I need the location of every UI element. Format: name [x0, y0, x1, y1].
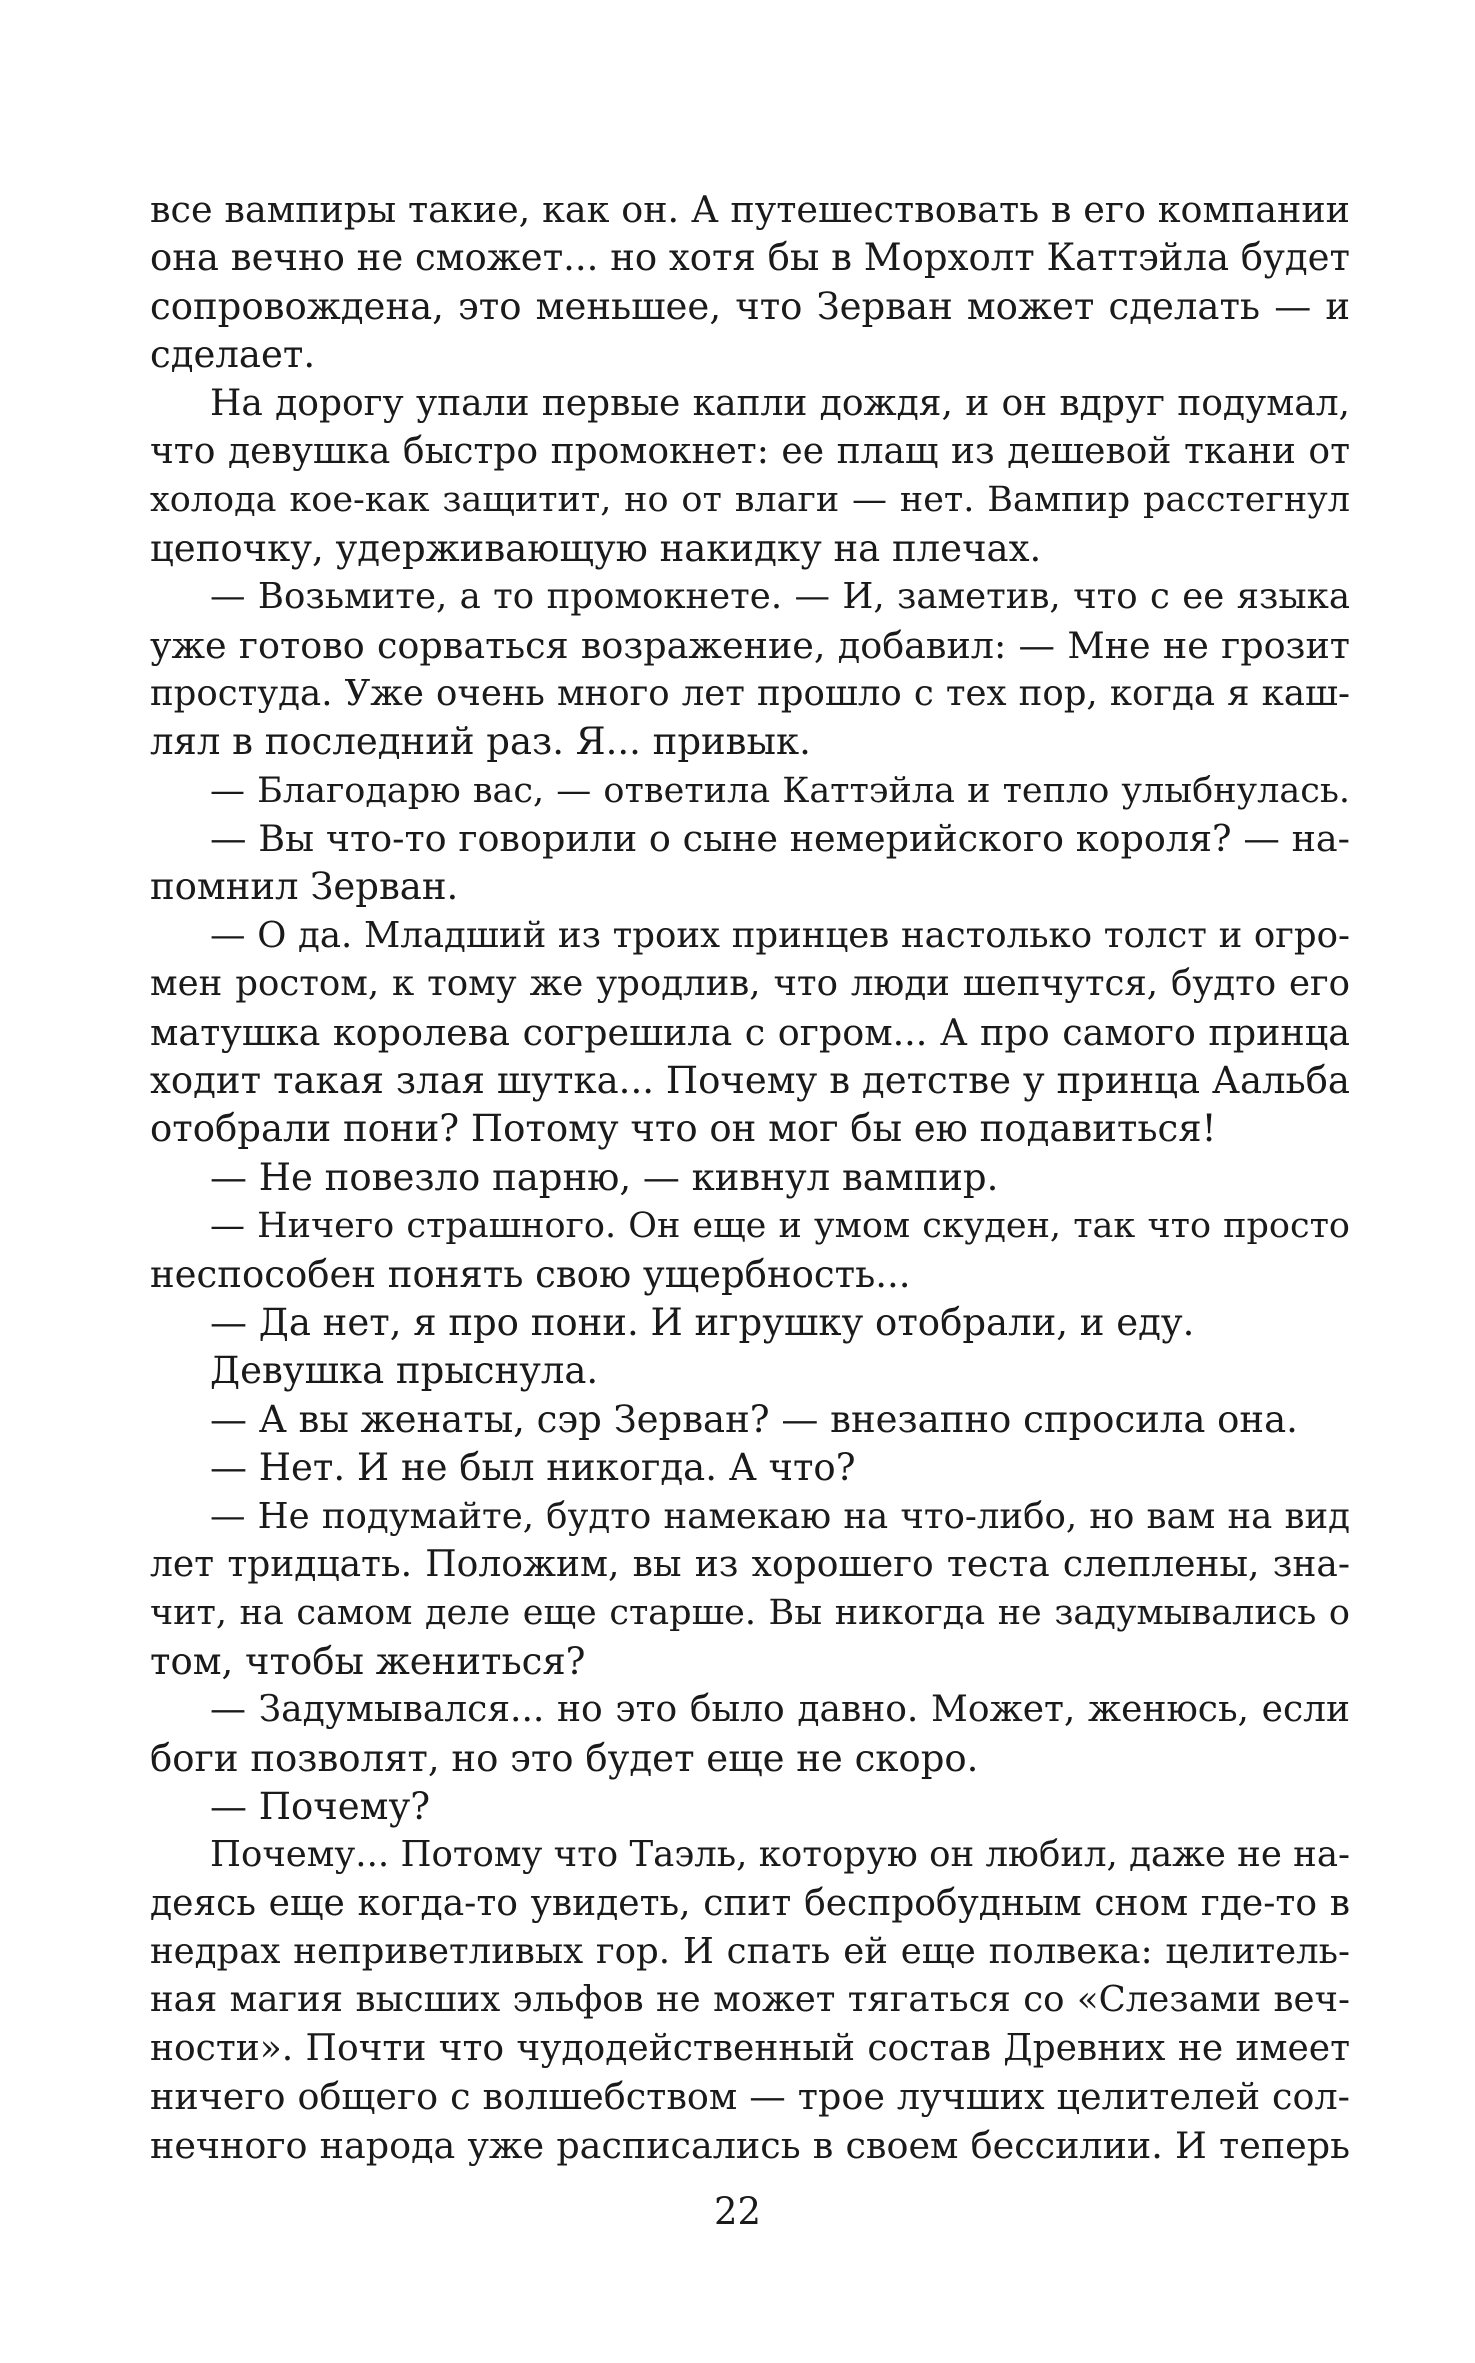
text-line: ходит такая злая шутка... Почему в детстве у принца Аальба	[150, 1059, 1350, 1103]
text-line: недрах неприветливых гор. И спать ей еще полвека: целитель-	[150, 1931, 1350, 1973]
body-text	[150, 186, 1350, 2170]
text-line: ная магия высших эльфов не может тягаться со «Слезами веч-	[150, 1979, 1350, 2021]
text-line: — Не повезло парню, — кивнул вампир.	[210, 1155, 999, 1199]
text-line: — Почему?	[210, 1784, 431, 1828]
text-line: чит, на самом деле еще старше. Вы никогда не задумывались о	[150, 1593, 1350, 1634]
text-line: отобрали пони? Потому что он мог бы ею подавиться!	[150, 1107, 1217, 1151]
text-line: — Задумывался... но это было давно. Может, женюсь, если	[210, 1689, 1350, 1731]
text-line: Девушка прыснула.	[210, 1349, 599, 1393]
text-line: — Вы что-то говорили о сыне немерийского короля? — на-	[210, 817, 1350, 861]
text-line: Почему... Потому что Таэль, которую он любил, даже не на-	[210, 1834, 1350, 1876]
text-line: все вампиры такие, как он. А путешествовать в его компании	[150, 188, 1350, 231]
text-line: — О да. Младший из троих принцев настолько толст и огро-	[210, 914, 1350, 956]
text-line: — Возьмите, а то промокнете. — И, заметив, что с ее языка	[210, 576, 1350, 618]
text-line: сопровождена, это меньшее, что Зерван может сделать — и	[150, 284, 1350, 328]
text-line: помнил Зерван.	[150, 865, 459, 909]
text-line: холода кое-как защитит, но от влаги — нет. Вампир расстегнул	[150, 480, 1350, 521]
text-line: На дорогу упали первые капли дождя, и он вдруг подумал,	[210, 382, 1350, 424]
text-line: неспособен понять свою ущербность...	[150, 1252, 911, 1296]
text-line: деясь еще когда-то увидеть, спит беспробудным сном где-то в	[150, 1882, 1350, 1924]
text-line: цепочку, удерживающую накидку на плечах.	[150, 526, 1042, 570]
text-line: нечного народа уже расписались в своем бессилии. И теперь	[150, 2123, 1350, 2167]
text-line: — Ничего страшного. Он еще и умом скуден, так что просто	[210, 1206, 1350, 1247]
text-line: — Нет. И не был никогда. А что?	[210, 1446, 856, 1490]
text-line: — Благодарю вас, — ответила Каттэйла и тепло улыбнулась.	[210, 770, 1350, 811]
text-line: — А вы женаты, сэр Зерван? — внезапно спросила она.	[210, 1397, 1298, 1441]
text-line: — Да нет, я про пони. И игрушку отобрали, и еду.	[210, 1300, 1195, 1344]
text-line: лял в последний раз. Я... привык.	[150, 720, 811, 764]
text-line: простуда. Уже очень много лет прошло с тех пор, когда я каш-	[150, 672, 1350, 714]
text-line: ничего общего с волшебством — трое лучших целителей сол-	[150, 2075, 1350, 2119]
text-line: что девушка быстро промокнет: ее плащ из дешевой ткани от	[150, 430, 1350, 472]
text-line: мен ростом, к тому же уродлив, что люди шепчутся, будто его	[150, 963, 1350, 1005]
text-line: она вечно не сможет... но хотя бы в Морхолт Каттэйла будет	[150, 236, 1350, 280]
text-line: лет тридцать. Положим, вы из хорошего теста слеплены, зна-	[150, 1543, 1350, 1585]
text-line: — Не подумайте, будто намекаю на что-либо, но вам на вид	[210, 1495, 1350, 1537]
text-line: уже готово сорваться возражение, добавил: — Мне не грозит	[150, 623, 1350, 667]
text-line: том, чтобы жениться?	[150, 1639, 586, 1683]
text-line: боги позволят, но это будет еще не скоро.	[150, 1736, 979, 1780]
text-line: ности». Почти что чудодейственный состав Древних не имеет	[150, 2027, 1350, 2069]
page-number: 22	[713, 2190, 762, 2233]
text-line: матушка королева согрешила с огром... А про самого принца	[150, 1010, 1350, 1054]
text-line: сделает.	[150, 333, 316, 377]
